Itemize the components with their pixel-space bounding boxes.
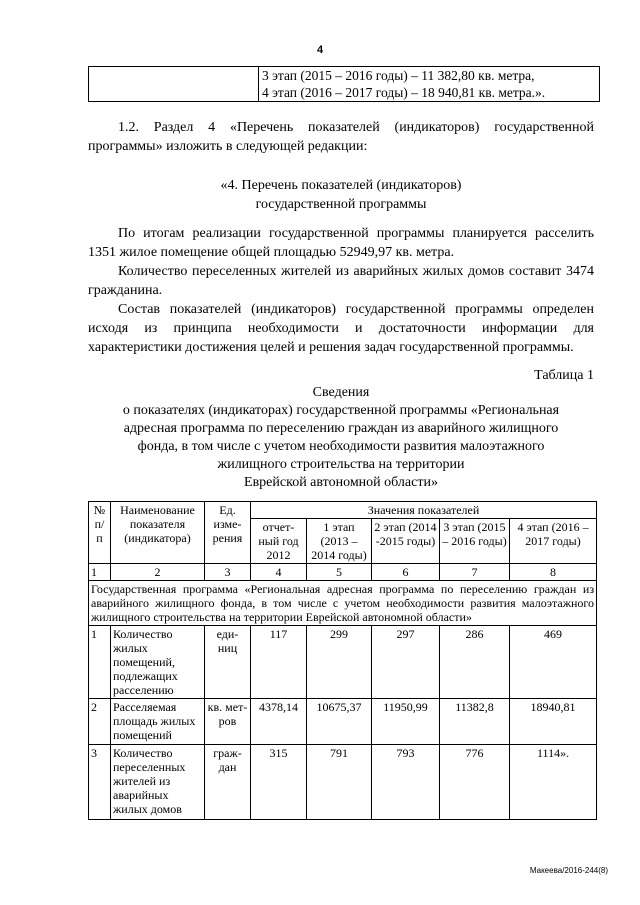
empty-cell xyxy=(89,67,259,102)
table-label: Таблица 1 xyxy=(534,368,594,383)
paragraph-1-2: 1.2. Раздел 4 «Перечень показателей (индикаторов) государственной программы» изложить в следующей редакции: xyxy=(88,120,594,154)
row-name: Количество жилых помещений, подлежащих расселению xyxy=(111,626,205,699)
header-stage4: 4 этап (2016 – 2017 годы) xyxy=(510,519,597,564)
header-num: № п/ п xyxy=(89,502,111,564)
program-row xyxy=(89,581,597,626)
row-unit: кв. мет- ров xyxy=(205,699,251,745)
header-stage1: 1 этап (2013 – 2014 годы) xyxy=(307,519,372,564)
row-unit: граж- дан xyxy=(205,745,251,820)
row-value-2012: 315 xyxy=(251,745,307,820)
row-name: Количество переселенных жителей из аварийных жилых домов xyxy=(111,745,205,820)
col-number: 8 xyxy=(510,564,597,581)
row-num: 2 xyxy=(89,699,111,745)
row-value-stage3: 776 xyxy=(440,745,510,820)
row-unit: еди- ниц xyxy=(205,626,251,699)
row-value-stage1: 10675,37 xyxy=(307,699,372,745)
table-row xyxy=(89,699,597,745)
row-value-stage2: 11950,99 xyxy=(372,699,440,745)
stage3-line: 3 этап (2015 – 2016 годы) – 11 382,80 кв. метра, xyxy=(262,68,535,83)
header-2012: отчет- ный год 2012 xyxy=(251,519,307,564)
column-number-row xyxy=(89,564,597,581)
header-stage2: 2 этап (2014 -2015 годы) xyxy=(372,519,440,564)
col-number: 1 xyxy=(89,564,111,581)
paragraph-composition: Состав показателей (индикаторов) государственной программы определен исходя из принципа необходимости и достаточности информации для характеристики достижения целей и решения задач государственной программы. xyxy=(88,302,594,355)
row-value-stage2: 297 xyxy=(372,626,440,699)
row-value-stage3: 286 xyxy=(440,626,510,699)
row-value-stage1: 791 xyxy=(307,745,372,820)
program-title-cell: Государственная программа «Региональная адресная программа по переселению граждан из аварийного жилищного фонда, в том числе с учетом необходимости развития малоэтажного жилищного строительства на территории Еврейской автономной области» xyxy=(89,581,597,626)
section-heading-line1: «4. Перечень показателей (индикаторов) xyxy=(220,178,462,193)
row-num: 3 xyxy=(89,745,111,820)
row-num: 1 xyxy=(89,626,111,699)
indicators-table xyxy=(88,501,597,820)
page-number: 4 xyxy=(316,44,324,56)
footer-reference: Макеева/2016-244(8) xyxy=(529,866,608,875)
row-name: Расселяемая площадь жилых помещений xyxy=(111,699,205,745)
table-row xyxy=(89,67,600,102)
paragraph-results: По итогам реализации государственной программы планируется расселить 1351 жилое помещение общей площадью 52949,97 кв. метра. xyxy=(88,226,594,260)
table-title-line6: Еврейской автономной области» xyxy=(244,475,438,490)
row-value-stage4: 18940,81 xyxy=(510,699,597,745)
row-value-stage4: 469 xyxy=(510,626,597,699)
table-row xyxy=(89,745,597,820)
table-header-row xyxy=(89,502,597,519)
header-name: Наименование показателя (индикатора) xyxy=(111,502,205,564)
paragraph-residents: Количество переселенных жителей из аварийных жилых домов составит 3474 гражданина. xyxy=(88,264,594,298)
row-value-2012: 117 xyxy=(251,626,307,699)
col-number: 4 xyxy=(251,564,307,581)
header-values: Значения показателей xyxy=(251,502,597,519)
header-unit: Ед. изме- рения xyxy=(205,502,251,564)
header-stage3: 3 этап (2015 – 2016 годы) xyxy=(440,519,510,564)
table-title-line1: Сведения xyxy=(312,385,370,400)
col-number: 3 xyxy=(205,564,251,581)
row-value-2012: 4378,14 xyxy=(251,699,307,745)
table-title-line4: фонда, в том числе с учетом необходимости развития малоэтажного xyxy=(137,439,545,454)
row-value-stage1: 299 xyxy=(307,626,372,699)
table-title-line5: жилищного строительства на территории xyxy=(217,457,465,472)
col-number: 7 xyxy=(440,564,510,581)
row-value-stage3: 11382,8 xyxy=(440,699,510,745)
stage-lines-cell xyxy=(259,67,600,102)
row-value-stage2: 793 xyxy=(372,745,440,820)
table-row xyxy=(89,626,597,699)
col-number: 2 xyxy=(111,564,205,581)
section-heading-line2: государственной программы xyxy=(255,197,427,212)
continuation-table xyxy=(88,66,600,102)
row-value-stage4: 1114». xyxy=(510,745,597,820)
stage4-line: 4 этап (2016 – 2017 годы) – 18 940,81 кв. метра.». xyxy=(262,85,546,100)
col-number: 6 xyxy=(372,564,440,581)
table-title-line2: о показателях (индикаторах) государственной программы «Региональная xyxy=(122,403,560,418)
table-title-line3: адресная программа по переселению граждан из аварийного жилищного xyxy=(123,421,559,436)
col-number: 5 xyxy=(307,564,372,581)
